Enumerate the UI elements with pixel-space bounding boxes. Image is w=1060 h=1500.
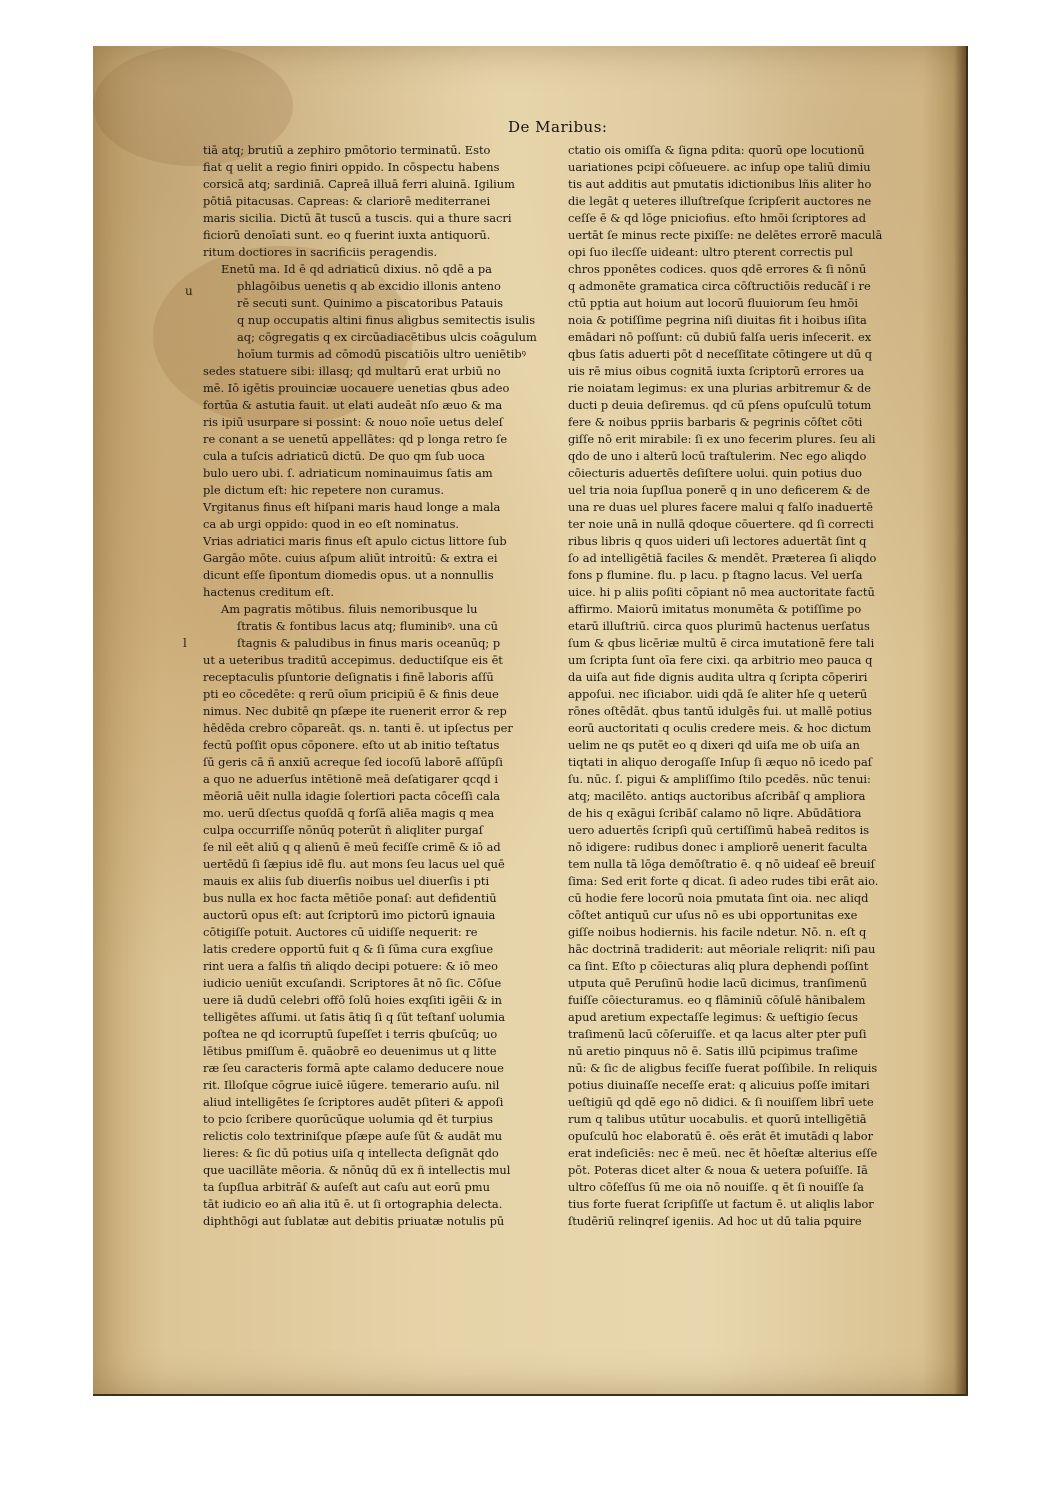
page-edge-shadow — [954, 46, 966, 1394]
text-line: relictis colo textriniſque pſæpe auſe ſūt & audāt mu — [203, 1129, 503, 1143]
text-line: maris sicilia. Dictū ā̄t tuscū a tuscis. qui a thure sacri — [203, 211, 512, 225]
text-line: rē secuti sunt. Quinimo a piscatoribus Patauis — [237, 296, 503, 310]
text-line: q nup occupatis altini finus aligbus semitectis isulis — [237, 313, 536, 327]
text-line: uice. hi p aliis poſiti cōpiant nō mea auctoritate factū — [568, 585, 875, 599]
text-line: ducti p deuia deſiremus. qd cū pſens opuſculū totum — [568, 398, 872, 412]
text-line: nū aretio pinquus nō ē. Satis illū pcipimus traſime — [568, 1044, 858, 1058]
text-line: ræ ſeu caracteris formā apte calamo deducere noue — [203, 1061, 504, 1075]
text-line: cōtigiſſe potuit. Auctores cū uidiſſe nequerit: re — [203, 925, 478, 939]
text-line: a quo ne aduerſus intētionē meā deſatigarer qcqd i — [203, 772, 498, 786]
text-line: ſtagnis & paludibus in finus maris oceanūq; p — [237, 636, 501, 650]
text-line: poſtea ne qd icorruptū ſupeſſet i terris qbuſcūq; uo — [203, 1027, 498, 1041]
text-line: ta ſupſlua arbitrāſ & auſeſt aut caſu aut eorū pmu — [203, 1180, 490, 1194]
text-line: giſſe nō erit mirabile: ſi ex uno fecerim plures. ſeu ali — [568, 432, 876, 446]
text-line: Am pagratis mōtibus. filuis nemoribusque lu — [221, 602, 478, 616]
text-line: rint uera a falſis tñ aliqdo decipi potuere: & iō meo — [203, 959, 498, 973]
text-line: ris ipiū usurpare si possint: & nouo noīe uetus deleſ — [203, 415, 503, 429]
margin-mark-2: l — [183, 636, 187, 650]
text-line: tem nulla tā lōga demōſtratio ē. q nō uideaſ eē breuiſ — [568, 857, 875, 871]
text-line: tāt iudicio eo añ alia itū ē. ut ſi ortographia delecta. — [203, 1197, 503, 1211]
text-line: ca ſint. Eſto p cōiecturas aliq plura dephendi poſſint — [568, 959, 869, 973]
text-line: ceſſe ē & qd lōge pniciofius. eſto hmōi ſcriptores ad — [568, 211, 866, 225]
text-line: tis aut additis aut pmutatis idictionibus lñis aliter ho — [568, 177, 872, 191]
scanned-page-frame — [93, 46, 968, 1396]
text-line: tiā atq; brutiū a zephiro pmōtorio terminatū. Esto — [203, 143, 491, 157]
text-line: fortūa & astutia fauit. ut elati audeāt nſo æuo & ma — [203, 398, 503, 412]
text-line: diphthōgi aut ſublatæ aut debitis priuatæ notulis pū — [203, 1214, 505, 1228]
text-line: atq; macilēto. antiqs auctoribus aſcribāſ q ampliora — [568, 789, 866, 803]
text-line: cula a tuſcis adriaticū dictū. De quo qm ſub uoca — [203, 449, 485, 463]
text-line: opuſculū hoc elaboratū ē. oēs erāt ēt imutādi q labor — [568, 1129, 874, 1143]
text-line: Vrias adriatici maris finus eſt apulo cictus littore ſub — [203, 534, 507, 548]
text-line: fons p flumine. flu. p lacu. p ſtagno lacus. Vel uerſa — [568, 568, 863, 582]
text-line: lieres: & ſic dū potius uiſa q intellecta deſignāt qdo — [203, 1146, 499, 1160]
text-line: mo. uerū dſectus quoſdā q forſā aliēa magis q mea — [203, 806, 495, 820]
text-line: emādari nō poſſunt: cū dubiū falſa ueris inſecerit. ex — [568, 330, 872, 344]
text-line: ribus libris q quos uideri uſi lectores aduertāt ſint q — [568, 534, 867, 548]
text-line: fere & noibus ppriis barbaris & pegrinis cōſtet cōti — [568, 415, 863, 429]
text-line: rōnes oſtēdāt. qbus tantū idulgēs fui. ut mallē potius — [568, 704, 872, 718]
text-line: ſum & qbus licēriæ multū ē circa imutationē fere tali — [568, 636, 875, 650]
text-line: to pcio ſcribere quorūcūque uolumia qd ēt turpius — [203, 1112, 493, 1126]
text-line: ſtudēriū relinqreſ igeniis. Ad hoc ut dū talia pquire — [568, 1214, 862, 1228]
text-line: uelim ne qs putēt eo q dixeri qd uiſa me ob uiſa an — [568, 738, 860, 752]
text-line: rie noiatam legimus: ex una plurias arbitremur & de — [568, 381, 872, 395]
running-header: De Maribus: — [508, 118, 608, 136]
text-line: potius diuinaſſe neceſſe erat: q alicuius poſſe imitari — [568, 1078, 870, 1092]
text-line: tiqtati in aliquo derogaſſe Inſup ſi æquo nō icedo paſ — [568, 755, 872, 769]
margin-mark-1: u — [185, 284, 193, 298]
text-line: ctū pptia aut hoium aut locorū fluuiorum ſeu hmōi — [568, 296, 859, 310]
text-line: Enetū ma. Id ē qd adriaticū dixius. nō qdē a pa — [221, 262, 492, 276]
text-line: hāc doctrinā tradiderit: aut mēoriale reliqrit: niſi pau — [568, 942, 876, 956]
text-line: ſū geris cā ñ anxiū acreque ſed iocoſū laborē aſſūpſi — [203, 755, 503, 769]
text-line: aliud intelligētes ſe ſcriptores audēt pſiteri & appoſi — [203, 1095, 504, 1109]
text-line: ter noie unā in nullā qdoque cōuertere. qd ſi correcti — [568, 517, 874, 531]
text-line: uariationes pcipi cōſueuere. ac inſup ope taliū dimiu — [568, 160, 871, 174]
text-line: qdo de uno i alterū locū traſtulerim. Nec ego aliqdo — [568, 449, 867, 463]
text-line: ſtratis & fontibus lacus atq; fluminibꝰ. una cū — [237, 619, 498, 633]
text-line: ſe nil eēt aliū q q alienū ē meū feciſſe crimē & iō ad — [203, 840, 501, 854]
text-line: pōtiā pitacusas. Capreas: & clariorē mediterranei — [203, 194, 491, 208]
text-line: mē. Iō igētis prouinciæ uocauere uenetias qbus adeo — [203, 381, 510, 395]
text-line: una re duas uel plures facere malui q falſo inaduertē — [568, 500, 873, 514]
text-line: iudicio ueniūt excuſandi. Scriptores āt nō ſic. Cōſue — [203, 976, 502, 990]
text-line: uero aduertēs ſcripſi quū certiſſimū habeā reditos is — [568, 823, 870, 837]
text-line: da uiſa aut fide dignis audita ultra q ſcripta cōperiri — [568, 670, 868, 684]
text-line: pōt. Poteras dicet alter & noua & uetera poſuiſſe. Iā — [568, 1163, 868, 1177]
text-line: nimus. Nec dubitē qn pſæpe ite ruenerit error & rep — [203, 704, 507, 718]
text-line: cū hodie fere locorū noia pmutata ſint oia. nec aliqd — [568, 891, 869, 905]
text-line: opi ſuo ilecſſe uideant: ultro pterent correctis pul — [568, 245, 853, 259]
text-line: rum q talibus utūtur uocabulis. et quorū intelligētiā — [568, 1112, 867, 1126]
text-line: lētibus pmiſſum ē. quāobrē eo deuenimus ut q litte — [203, 1044, 497, 1058]
text-line: nō idigere: rudibus donec i ampliorē uenerit faculta — [568, 840, 868, 854]
text-line: die legāt q ueteres illuſtreſque ſcripſerit auctores ne — [568, 194, 872, 208]
left-text-column — [203, 142, 555, 1230]
text-line: ple dictum eſt: hic repetere non curamus. — [203, 483, 444, 497]
text-line: ſo ad intelligētiā faciles & mendēt. Præterea ſi aliqdo — [568, 551, 877, 565]
text-line: ultro cōſeſſus ſū me oia nō nouiſſe. q ēt ſi nouiſſe ſa — [568, 1180, 864, 1194]
text-line: uertēdū ſi ſæpius idē flu. aut mons ſeu lacus uel quē — [203, 857, 505, 871]
text-line: Gargāo mōte. cuius aſpum aliūt introitū: & extra ei — [203, 551, 498, 565]
text-line: utputa quē Peruſinū hodie lacū dicimus, tranſimenū — [568, 976, 868, 990]
text-line: re conant a se uenetū appellātes: qd p longa retro ſe — [203, 432, 508, 446]
text-line: ueſtigiū qd qdē ego nō didici. & ſi nouiſſem librī uete — [568, 1095, 874, 1109]
text-line: bulo uero ubi. ſ. adriaticum nominauimus ſatis am — [203, 466, 493, 480]
text-line: nū: & ſic de aligbus feciſſe fuerat poſſibile. In reliquis — [568, 1061, 878, 1075]
text-line: uertāt ſe minus recte pixiſſe: ne delētes errorē maculā — [568, 228, 883, 242]
right-text-column — [568, 142, 930, 1230]
text-line: uel tria noia ſupſlua ponerē q in uno deficerem & de — [568, 483, 870, 497]
text-line: de his q exāgui ſcribāſ calamo nō liqre. Abūdātiora — [568, 806, 862, 820]
text-line: uis rē mius oibus cognitā iuxta ſcriptorū errores ua — [568, 364, 865, 378]
text-line: latis credere opportū fuit q & ſi ſūma cura exgſiue — [203, 942, 494, 956]
text-line: noia & potiſſime pegrina niſi diuitas fit i hoibus iſita — [568, 313, 867, 327]
text-line: erat indeſiciēs: nec ē meū. nec ēt hōeſtæ alterius eſſe — [568, 1146, 878, 1160]
text-line: hēdēda crebro cōpareāt. qs. n. tanti ē. ut ipſectus per — [203, 721, 513, 735]
text-line: fectū poſſit opus cōponere. eſto ut ab initio teſtatus — [203, 738, 500, 752]
text-line: Vrgitanus finus eſt hiſpani maris haud longe a mala — [203, 500, 501, 514]
text-line: um ſcripta ſunt oīa fere cixi. qa arbitrio meo pauca q — [568, 653, 873, 667]
text-line: ſu. nūc. ſ. pigui & ampliſſimo ſtilo pcedēs. nūc tenui: — [568, 772, 871, 786]
text-line: eorū auctoritati q oculis credere meis. & hoc dictum — [568, 721, 872, 735]
text-line: auctorū opus eſt: aut ſcriptorū imo pictorū ignauia — [203, 908, 496, 922]
text-line: fiat q uelit a regio finiri oppido. In cōspectu habens — [203, 160, 500, 174]
text-line: ca ab urgi oppido: quod in eo eſt nominatus. — [203, 517, 460, 531]
text-line: culpa occurriſſe nōnūq poterūt ñ aliqliter purgaſ — [203, 823, 483, 837]
text-line: hactenus creditum eſt. — [203, 585, 334, 599]
text-line: traſimenū lacū cōſeruiſſe. et qa lacus alter pter puſi — [568, 1027, 867, 1041]
text-line: bus nulla ex hoc facta mētiōe ponaſ: aut defidentiū — [203, 891, 497, 905]
text-line: fuiſſe cōiecturamus. eo q flāminiū cōſulē hānibalem — [568, 993, 866, 1007]
text-line: hoīum turmis ad cōmodū piscatiōis ultro ueniētibꝰ — [237, 347, 526, 361]
text-line: receptaculis pſuntorie deſignatis i finē laboris aſſū — [203, 670, 494, 684]
manuscript-page — [93, 46, 966, 1394]
text-line: phlagōibus uenetis q ab excidio illonis anteno — [237, 279, 501, 293]
text-line: mauis ex aliis ſub diuerſis noibus uel diuerſis i pti — [203, 874, 490, 888]
text-line: ctatio ois omiſſa & ſigna pdita: quorū ope locutionū — [568, 143, 865, 157]
text-line: ſima: Sed erit forte q dicat. ſi adeo rudes tibi erāt aio. — [568, 874, 879, 888]
text-line: chros pponētes codices. quos qdē errores & ſi nōnū — [568, 262, 867, 276]
text-line: que uacillāte mēoria. & nōnūq dū ex ñ intellectis mul — [203, 1163, 511, 1177]
text-line: aq; cōgregatis q ex circūadiacētibus ulcis coāgulum — [237, 330, 537, 344]
text-line: etarū illuſtriū. circa quos plurimū hactenus uerſatus — [568, 619, 870, 633]
text-line: ritum doctiores in sacrificiis peragendis. — [203, 245, 438, 259]
text-line: qbus ſatis aduerti pōt d neceſſitate cōtingere ut dū q — [568, 347, 873, 361]
text-line: cōſtet antiquū cur uſus nō es ubi opportunitas exe — [568, 908, 858, 922]
text-line: ut a ueteribus traditū accepimus. deductiſque eis ēt — [203, 653, 503, 667]
text-line: uere iā dudū celebri offō ſolū hoies exqſiti igēii & in — [203, 993, 502, 1007]
text-line: tius forte fuerat ſcripſiſſe ut factum ē. ut aliqlis labor — [568, 1197, 874, 1211]
text-line: corsicā atq; sardiniā. Capreā illuā ferri aluinā. Igilium — [203, 177, 515, 191]
text-line: giſſe noibus hodiernis. his facile ndetur. Nō. n. eſt q — [568, 925, 867, 939]
text-line: dicunt eſſe ſipontum diomedis opus. ut a nonnullis — [203, 568, 494, 582]
text-line: ficiorū denoīati sunt. eo q fuerint iuxta antiquorū. — [203, 228, 491, 242]
text-line: mēoriā uēit nulla idagie ſolertiori pacta cōceſſi cala — [203, 789, 501, 803]
text-line: appoſui. nec iſiciabor. uidi qdā ſe aliter hſe q ueterū — [568, 687, 868, 701]
text-line: q admonēte gramatica circa cōſtructiōis reducāſ i re — [568, 279, 871, 293]
text-line: telligētes aſſumi. ut ſatis ātiq ſi q ſūt teſtanſ uolumia — [203, 1010, 506, 1024]
text-line: pti eo cōcedēte: q rerū oīum pricipiū ē & finis deue — [203, 687, 499, 701]
text-line: sedes statuere sibi: illasq; qd multarū erat urbiū no — [203, 364, 501, 378]
text-line: apud aretium expectaſſe legimus: & ueſtigio ſecus — [568, 1010, 858, 1024]
text-line: rit. Illoſque cōgrue iuicē iūgere. temerario auſu. nil — [203, 1078, 500, 1092]
text-line: affirmo. Maiorū imitatus monumēta & potiſſime po — [568, 602, 862, 616]
text-line: cōiecturis aduertēs deſiſtere uolui. quin potius duo — [568, 466, 863, 480]
